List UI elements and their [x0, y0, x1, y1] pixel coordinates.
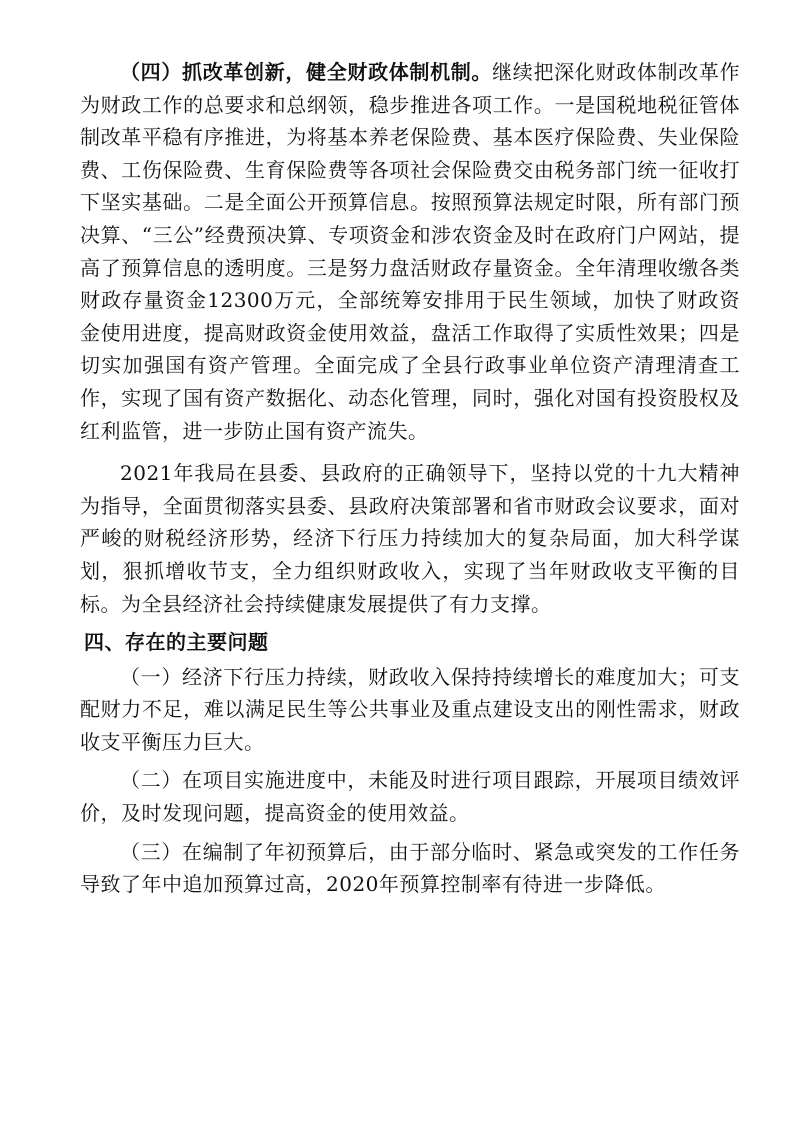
paragraph-reform-body: 继续把深化财政体制改革作为财政工作的总要求和总纲领，稳步推进各项工作。一是国税地税征管体制改革平稳有序推进，为将基本养老保险费、基本医疗保险费、失业保险费、工伤保险费、生育保险费等各项社会保险费交由税务部门统一征收打下坚实基础。二是全面公开预算信息。按照预算法规定时限，所有部门预决算、“三公”经费预决算、专项资金和涉农资金及时在政府门户网站，提高了预算信息的透明度。三是努力盘活财政存量资金。全年清理收缴各类财政存量资金12300万元，全部统筹安排用于民生领域，加快了财政资金使用进度，提高财政资金使用效益，盘活工作取得了实质性效果；四是切实加强国有资产管理。全面完成了全县行政事业单位资产清理清查工作，实现了国有资产数据化、动态化管理，同时，强化对国有投资股权及红利监管，进一步防止国有资产流失。 — [80, 60, 741, 443]
document-page — [80, 56, 740, 901]
paragraph-reform — [80, 56, 740, 447]
paragraph-problem-3: （三）在编制了年初预算后，由于部分临时、紧急或突发的工作任务导致了年中追加预算过高，2020年预算控制率有待进一步降低。 — [80, 839, 740, 897]
paragraph-lead-title: （四）抓改革创新，健全财政体制机制。 — [120, 60, 493, 84]
paragraph-problem-1: （一）经济下行压力持续，财政收入保持持续增长的难度加大；可支配财力不足，难以满足民生等公共事业及重点建设支出的刚性需求，财政收支平衡压力巨大。 — [80, 664, 740, 754]
paragraph-problem-2: （二）在项目实施进度中，未能及时进行项目跟踪，开展项目绩效评价，及时发现问题，提高资金的使用效益。 — [80, 768, 740, 826]
paragraph-summary-2021: 2021年我局在县委、县政府的正确领导下，坚持以党的十九大精神为指导，全面贯彻落实县委、县政府决策部署和省市财政会议要求，面对严峻的财税经济形势，经济下行压力持续加大的复杂局面，加大科学谋划，狠抓增收节支，全力组织财政收入，实现了当年财政收支平衡的目标。为全县经济社会持续健康发展提供了有力支撑。 — [80, 461, 740, 616]
section-heading-problems: 四、存在的主要问题 — [84, 630, 269, 655]
